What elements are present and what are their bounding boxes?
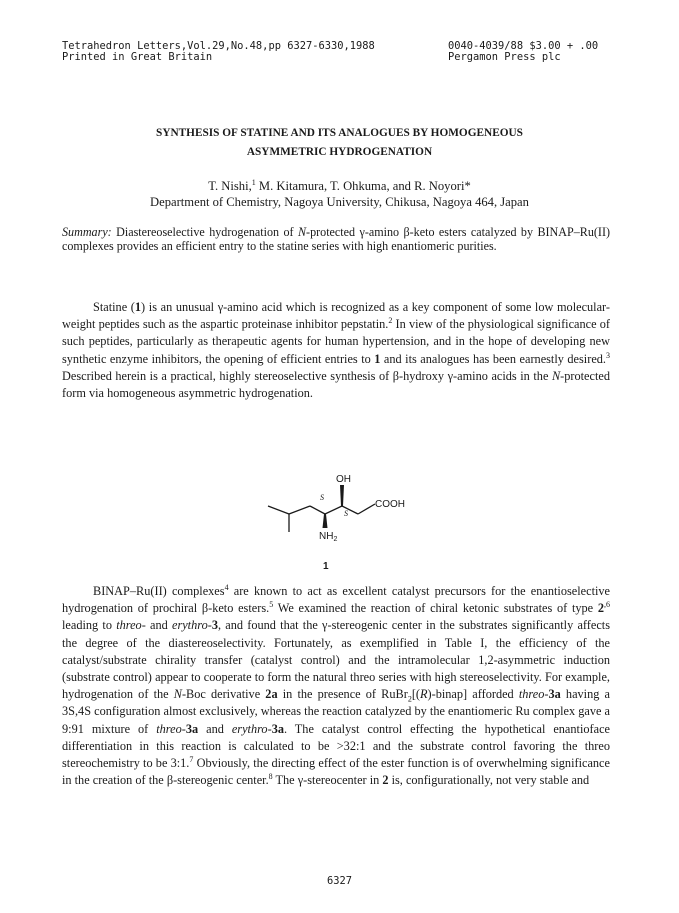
summary-label: Summary: (62, 225, 112, 239)
text: - (267, 721, 272, 736)
amine-label (319, 531, 337, 543)
text: threo (518, 687, 545, 702)
page-number: 6327 (326, 875, 353, 887)
nh-subscript: 2 (333, 536, 338, 543)
printed-location: Printed in Great Britain (62, 51, 213, 63)
text: [( (411, 687, 421, 702)
text: threo (156, 721, 182, 736)
text: R (420, 687, 428, 702)
cooh-label: COOH (375, 499, 405, 510)
compound-ref: 1 (374, 351, 381, 366)
text: )-binap] afforded (427, 687, 519, 702)
text: erythro (171, 618, 208, 633)
footnote-ref: 1 (251, 177, 256, 187)
summary-text: Diastereoselective hydrogenation of (111, 225, 298, 239)
compound-ref: 2a (265, 687, 278, 702)
text: in the presence of RuBr (277, 687, 408, 702)
stereo-label: S (344, 509, 348, 518)
compound-ref: 1 (134, 300, 142, 314)
title-line-2: ASYMMETRIC HYDROGENATION (246, 146, 433, 158)
compound-ref: 3a (185, 721, 199, 736)
nh-text: NH (319, 531, 334, 542)
paragraph-results (62, 583, 610, 789)
text: Described herein is a practical, highly stereoselective synthesis of β-hydroxy γ-amino acids in the (62, 368, 552, 383)
statine-structure (262, 470, 422, 575)
publisher: Pergamon Press plc (448, 51, 561, 63)
text: N (173, 687, 182, 702)
text: threo (116, 618, 142, 633)
text: leading to (62, 618, 117, 633)
article-title (0, 124, 679, 162)
text: , and found that the γ-stereogenic center in the substrates significantly affects the degree of the diastereoselectivity. Fortunately, as exemplified in Table I, the efficiency of the catalyst/substrate chirality transfer (catalyst control) and the intramolecular 1,2-asymmetric induction (substrate control) appear to cooperate to form the natural threo series with high stereoselectivity. For example, hydrogenation of the (62, 618, 610, 702)
text: - (207, 618, 212, 633)
subscript: 2 (407, 694, 412, 704)
text: having a 3S,4S configuration almost exclusively, whereas the reaction catalyzed by the enantiomeric Ru complex gave a 9:91 mixture of (62, 687, 610, 736)
text: The γ-stereocenter in (272, 773, 383, 788)
wedge-bond (340, 485, 344, 506)
summary-text: N (297, 225, 307, 239)
summary (62, 226, 610, 253)
text: We examined the reaction of chiral ketonic substrates of type (273, 601, 598, 616)
footnote-ref: ,6 (604, 600, 610, 610)
summary-text: -protected γ-amino β-keto esters catalyzed by BINAP–Ru(II) complexes provides an efficient entry to the statine series with high enantiomeric purities. (62, 225, 611, 253)
paragraph-intro (62, 299, 610, 402)
text: . The catalyst control effecting the hypothetical enantioface differentiation in this reaction is calculated to be >32:1 and the substrate control favoring the threo stereochemistry to be 3:1. (62, 721, 610, 771)
text: Statine ( (93, 300, 135, 314)
stereo-label: S (320, 493, 324, 502)
oh-label: OH (336, 474, 351, 485)
text: - (181, 721, 186, 736)
text: and its analogues has been earnestly desired. (380, 351, 606, 366)
text: In view of the physiological significance of such peptides, particularly as therapeutic agents for human hypertension, and in the hope of developing new synthetic enzyme inhibitors, the opening of efficient entries to (62, 317, 610, 366)
text: Obviously, the directing effect of the ester function is of overwhelming significance in the creation of the β-stereogenic center. (62, 756, 610, 788)
affiliation: Department of Chemistry, Nagoya University, Chikusa, Nagoya 464, Japan (150, 195, 529, 209)
author-block (0, 178, 679, 210)
compound-ref: 3 (211, 618, 218, 633)
title-line-1: SYNTHESIS OF STATINE AND ITS ANALOGUES BY HOMOGENEOUS (156, 127, 523, 139)
running-header (62, 41, 622, 63)
compound-ref: 2 (382, 773, 389, 788)
compound-ref: 3a (548, 687, 561, 702)
footnote-ref: 2 (388, 316, 393, 326)
text: is, configurationally, not very stable and (388, 773, 590, 788)
compound-ref: 3a (271, 721, 284, 736)
author-list (0, 178, 679, 194)
footnote-ref: 7 (189, 754, 194, 764)
corresponding-mark: * (464, 179, 471, 193)
text: erythro (231, 721, 268, 736)
footnote-ref: 4 (224, 582, 229, 592)
journal-citation: Tetrahedron Letters,Vol.29,No.48,pp 6327-6330,1988 (62, 40, 375, 52)
wedge-bond (323, 514, 328, 528)
text: BINAP–Ru(II) complexes (93, 584, 225, 598)
text: - (544, 687, 549, 702)
text: and (198, 721, 232, 736)
author-nishi: T. Nishi, (208, 179, 252, 193)
text: ) is an unusual γ-amino acid which is recognized as a key component of some low molecular-weight peptides such as the aspartic proteinase inhibitor pepstatin. (62, 300, 610, 332)
text: -protected form via homogeneous asymmetric hydrogenation. (62, 368, 610, 401)
footnote-ref: 3 (606, 350, 610, 360)
issn-price: 0040-4039/88 $3.00 + .00 (448, 40, 599, 52)
footnote-ref: 8 (268, 772, 273, 782)
author-others: M. Kitamura, T. Ohkuma, and R. Noyori (255, 179, 465, 193)
compound-number: 1 (323, 561, 329, 572)
text: -Boc derivative (181, 687, 266, 702)
text: - and (141, 618, 172, 633)
compound-ref: 2 (597, 601, 604, 616)
footnote-ref: 5 (269, 600, 274, 610)
text: are known to act as excellent catalyst precursors for the enantioselective hydrogenation of prochiral β-keto esters. (62, 584, 611, 616)
text: N (551, 368, 561, 383)
